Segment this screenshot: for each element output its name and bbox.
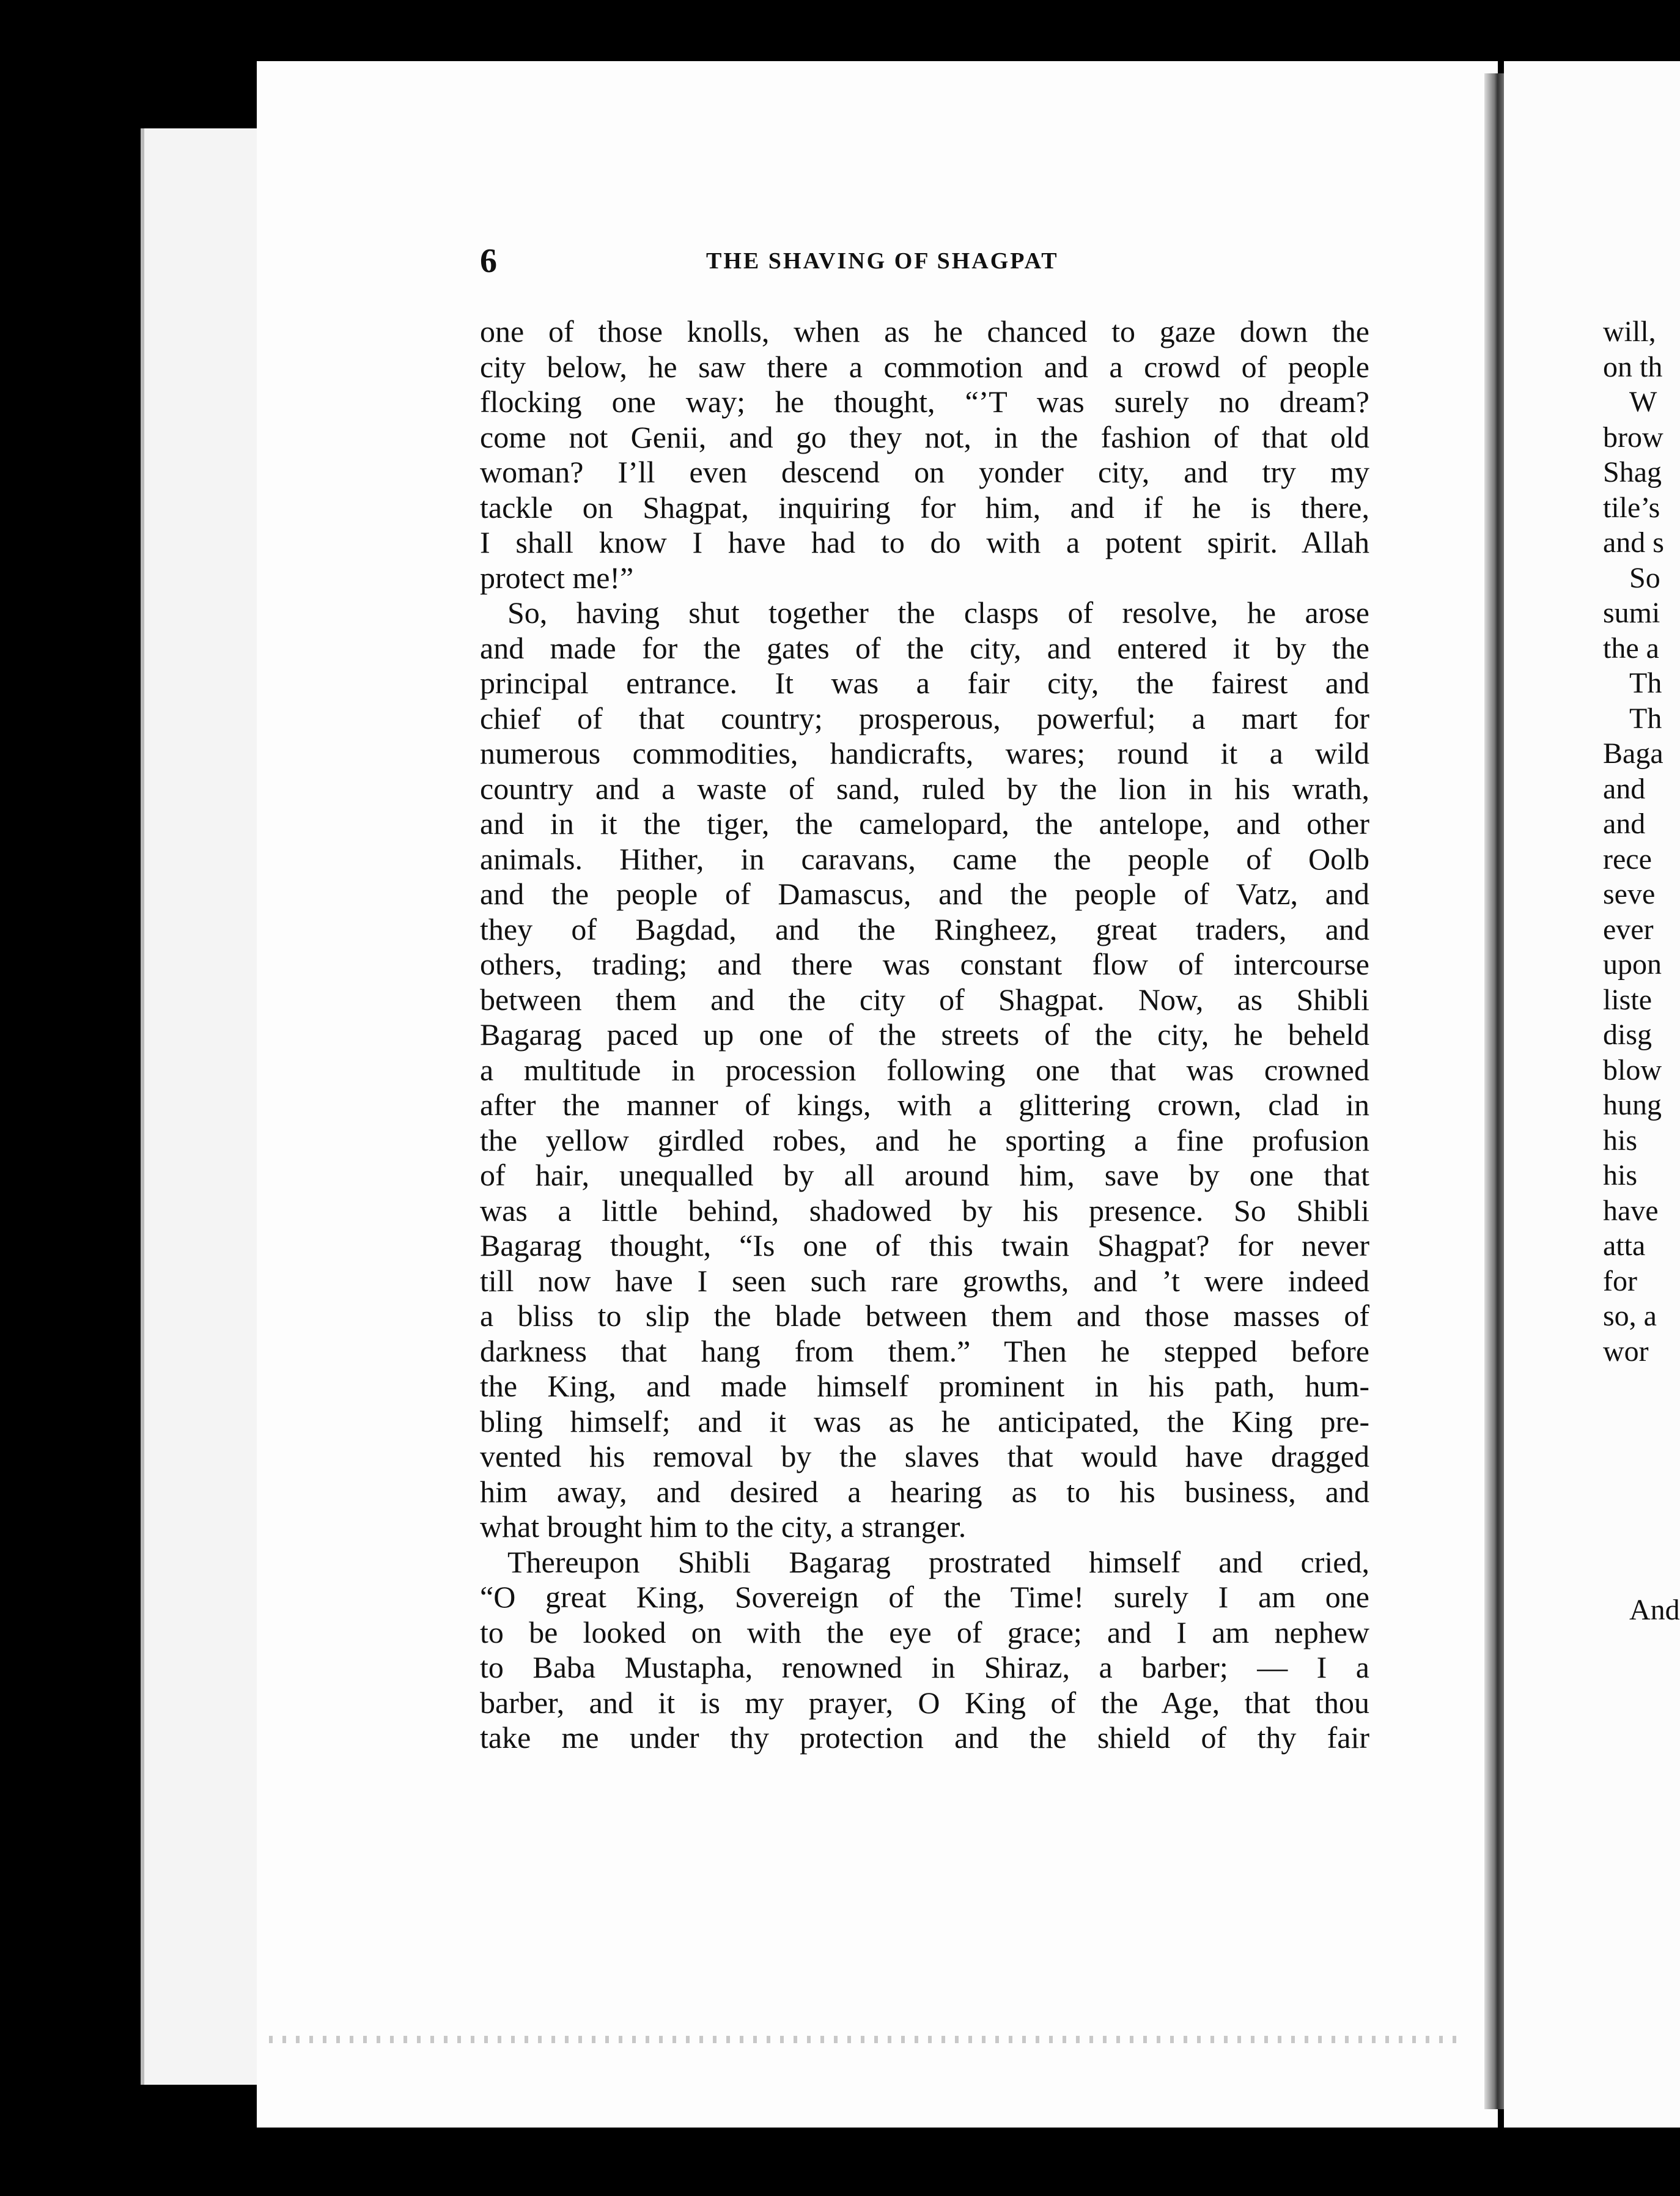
fragment: and s: [1603, 526, 1664, 559]
text-line: tackle on Shagpat, inquiring for him, and if he is there,: [480, 490, 1369, 525]
text-line: him away, and desired a hearing as to his business, and: [480, 1474, 1369, 1509]
page-edge-specks: [269, 2036, 1461, 2043]
text-line: I shall know I have had to do with a potent spirit. Allah: [480, 525, 1369, 559]
text-line: take me under thy protection and the shield of thy fair: [480, 1720, 1369, 1755]
text-line: they of Bagdad, and the Ringheez, great traders, and: [480, 912, 1369, 946]
fragment: hung: [1603, 1089, 1662, 1121]
text-line: was a little behind, shadowed by his presence. So Shibli: [480, 1193, 1369, 1228]
fragment: And: [1629, 1594, 1680, 1626]
fragment: W: [1629, 386, 1657, 418]
left-page-edge: [141, 128, 267, 2085]
text-line: protect me!”: [480, 560, 634, 595]
text-line: “O great King, Sovereign of the Time! surely I am one: [480, 1580, 1369, 1614]
fragment: sumi: [1603, 597, 1660, 629]
text-line: Thereupon Shibli Bagarag prostrated himself and cried,: [507, 1544, 1369, 1579]
page-number: 6: [480, 242, 497, 280]
text-line: till now have I seen such rare growths, and ’t were indeed: [480, 1263, 1369, 1298]
text-line: a multitude in procession following one that was crowned: [480, 1052, 1369, 1087]
fragment: for: [1603, 1265, 1637, 1297]
fragment: brow: [1603, 421, 1663, 454]
fragment: his: [1603, 1159, 1638, 1192]
text-line: barber, and it is my prayer, O King of the Age, that thou: [480, 1685, 1369, 1720]
fragment: disg: [1603, 1019, 1652, 1051]
fragment: so, a: [1603, 1300, 1657, 1332]
fragment: his: [1603, 1124, 1638, 1157]
fragment: and: [1603, 773, 1646, 805]
running-title: THE SHAVING OF SHAGPAT: [706, 248, 1059, 274]
fragment: So: [1629, 562, 1660, 594]
text-line: to be looked on with the eye of grace; and I am nephew: [480, 1615, 1369, 1649]
text-line: between them and the city of Shagpat. Now, as Shibli: [480, 982, 1369, 1017]
text-line: woman? I’ll even descend on yonder city, and try my: [480, 455, 1369, 489]
fragment: have: [1603, 1195, 1659, 1227]
text-line: darkness that hang from them.” Then he stepped before: [480, 1333, 1369, 1368]
text-line: vented his removal by the slaves that would have dragged: [480, 1439, 1369, 1473]
fragment: blow: [1603, 1054, 1662, 1086]
fragment: on th: [1603, 351, 1663, 383]
text-line: city below, he saw there a commotion and a crowd of people: [480, 349, 1369, 384]
text-line: bling himself; and it was as he anticipated, the King pre-: [480, 1404, 1369, 1439]
text-line: principal entrance. It was a fair city, the fairest and: [480, 666, 1369, 700]
text-line: and the people of Damascus, and the people of Vatz, and: [480, 877, 1369, 911]
fragment: tile’s: [1603, 492, 1660, 524]
text-line: and in it the tiger, the camelopard, the antelope, and other: [480, 806, 1369, 841]
text-line: after the manner of kings, with a glittering crown, clad in: [480, 1088, 1369, 1122]
fragment: the a: [1603, 632, 1659, 665]
body-text: [480, 314, 1369, 1756]
fragment: will,: [1603, 315, 1656, 348]
fragment: Th: [1629, 667, 1662, 699]
fragment: and: [1603, 808, 1646, 840]
text-line: So, having shut together the clasps of resolve, he arose: [507, 595, 1369, 630]
text-line: come not Genii, and go they not, in the fashion of that old: [480, 419, 1369, 454]
fragment: rece: [1603, 843, 1652, 875]
text-line: Bagarag paced up one of the streets of the city, he beheld: [480, 1017, 1369, 1052]
fragment: wor: [1603, 1335, 1649, 1368]
text-line: chief of that country; prosperous, powerful; a mart for: [480, 701, 1369, 735]
fragment: seve: [1603, 878, 1656, 910]
text-line: animals. Hither, in caravans, came the people of Oolb: [480, 841, 1369, 876]
text-line: a bliss to slip the blade between them and those masses of: [480, 1299, 1369, 1333]
text-line: country and a waste of sand, ruled by the lion in his wrath,: [480, 771, 1369, 806]
fragment: ever: [1603, 913, 1654, 946]
fragment: atta: [1603, 1229, 1646, 1262]
text-line: and made for the gates of the city, and entered it by the: [480, 630, 1369, 665]
text-line: Bagarag thought, “Is one of this twain Shagpat? for never: [480, 1228, 1369, 1262]
text-line: numerous commodities, handicrafts, wares; round it a wild: [480, 736, 1369, 770]
text-line: the yellow girdled robes, and he sporting a fine profusion: [480, 1122, 1369, 1157]
fragment: Baga: [1603, 737, 1663, 770]
text-line: others, trading; and there was constant flow of intercourse: [480, 947, 1369, 981]
text-line: flocking one way; he thought, “’T was surely no dream?: [480, 385, 1369, 419]
running-head: [480, 241, 1159, 284]
text-line: what brought him to the city, a stranger.: [480, 1509, 967, 1544]
text-line: to Baba Mustapha, renowned in Shiraz, a barber; — I a: [480, 1650, 1369, 1684]
fragment: Shag: [1603, 456, 1662, 488]
book-gutter: [1484, 73, 1506, 2109]
fragment: upon: [1603, 948, 1662, 981]
text-line: of hair, unequalled by all around him, save by one that: [480, 1158, 1369, 1192]
fragment: liste: [1603, 984, 1652, 1016]
fragment: Th: [1629, 702, 1662, 735]
text-line: one of those knolls, when as he chanced to gaze down the: [480, 314, 1369, 348]
text-line: the King, and made himself prominent in his path, hum-: [480, 1369, 1369, 1403]
